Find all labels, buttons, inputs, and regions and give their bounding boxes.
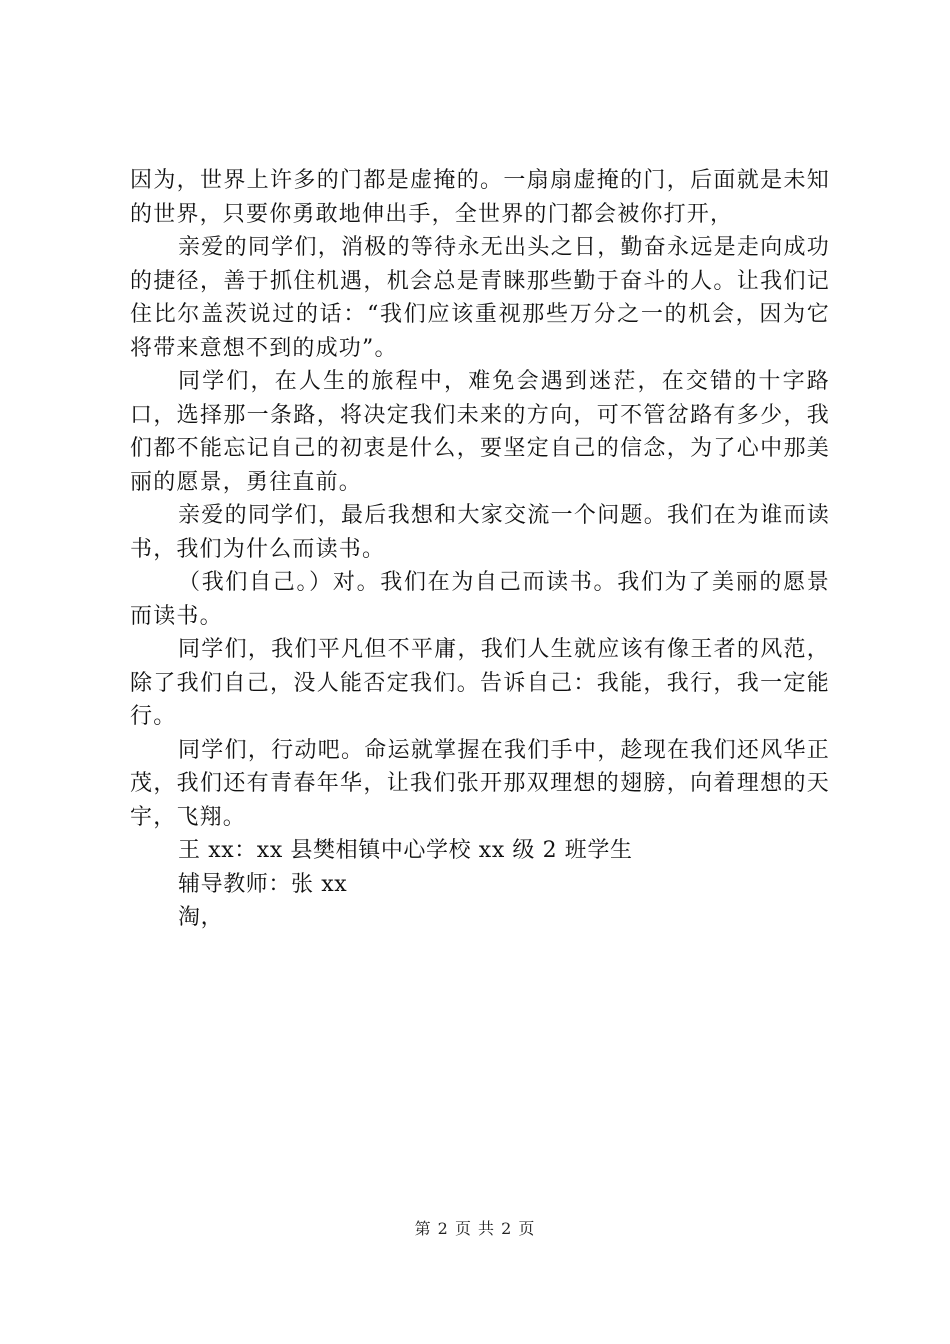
teacher-line: 辅导教师：张 xx [178, 871, 348, 897]
page-number-footer: 第 2 页 共 2 页 [414, 1219, 536, 1238]
paragraph-6: 同学们，我们平凡但不平庸，我们人生就应该有像王者的风范，除了我们自己，没人能否定我们。告诉自己：我能，我行，我一定能行。 [130, 637, 830, 729]
paragraph-5: （我们自己。）对。我们在为自己而读书。我们为了美丽的愿景而读书。 [130, 570, 830, 629]
paragraph-1: 因为，世界上许多的门都是虚掩的。一扇扇虚掩的门，后面就是未知的世界，只要你勇敢地伸出手，全世界的门都会被你打开， [130, 168, 830, 227]
author-line: 王 xx：xx 县樊相镇中心学校 xx 级 2 班学生 [178, 838, 633, 863]
paragraph-7: 同学们，行动吧。命运就掌握在我们手中，趁现在我们还风华正茂，我们还有青春年华，让我们张开那双理想的翅膀，向着理想的天宇，飞翔。 [130, 737, 830, 830]
trailing-text: 淘， [178, 905, 224, 930]
paragraph-4: 亲爱的同学们，最后我想和大家交流一个问题。我们在为谁而读书，我们为什么而读书。 [130, 503, 830, 562]
paragraph-2: 亲爱的同学们，消极的等待永无出头之日，勤奋永远是走向成功的捷径，善于抓住机遇，机会总是青睐那些勤于奋斗的人。让我们记住比尔盖茨说过的话：“我们应该重视那些万分之一的机会，因为它将带来意想不到的成功”。 [130, 235, 830, 361]
paragraph-3: 同学们，在人生的旅程中，难免会遇到迷茫，在交错的十字路口，选择那一条路，将决定我们未来的方向，可不管岔路有多少，我们都不能忘记自己的初衷是什么，要坚定自己的信念，为了心中那美丽的愿景，勇往直前。 [130, 369, 830, 495]
document-body [130, 164, 830, 935]
